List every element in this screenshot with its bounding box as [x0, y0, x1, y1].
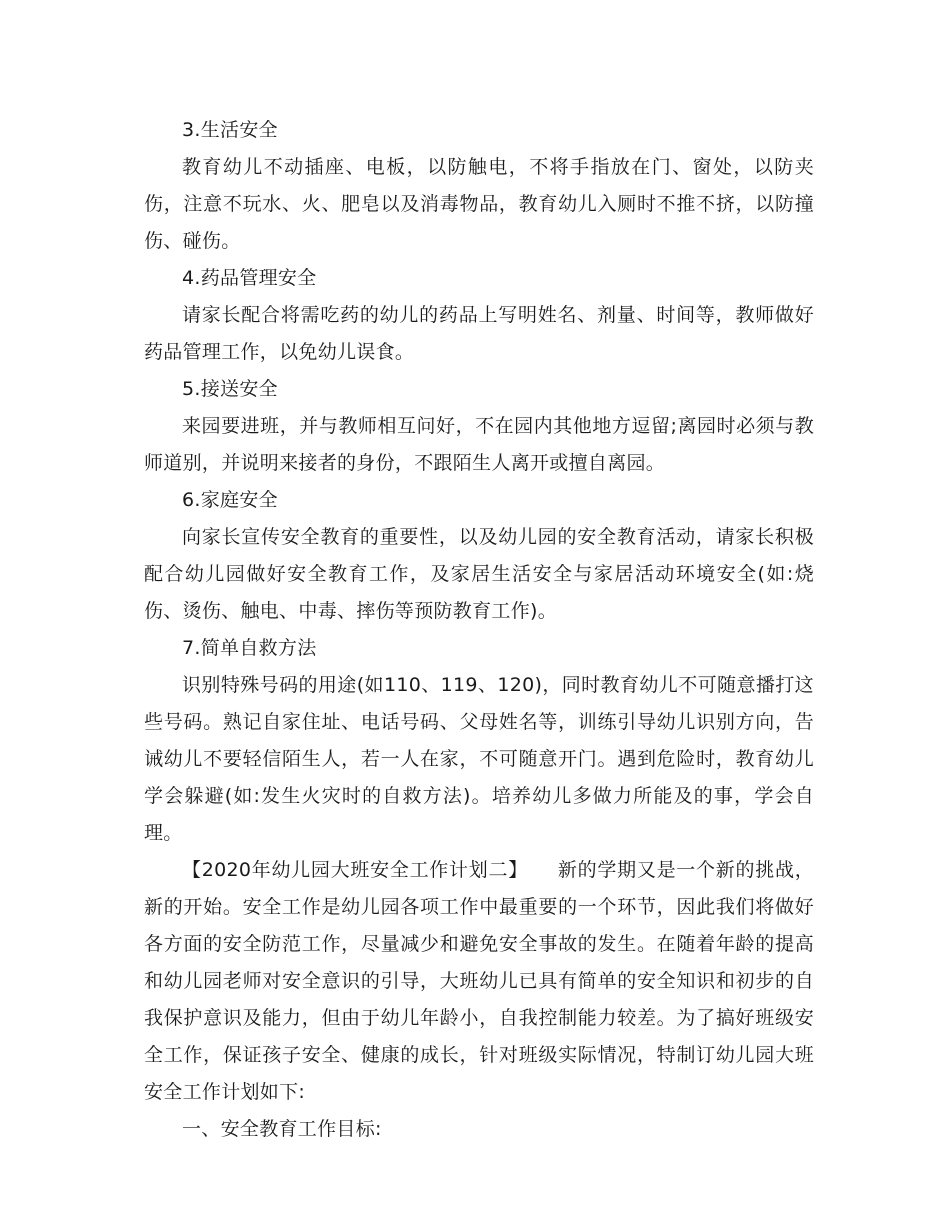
section-heading-pickup-safety: 5.接送安全 [182, 378, 278, 400]
section-body-self-rescue: 识别特殊号码的用途(如110、119、120)，同时教育幼儿不可随意播打这些号码。熟记自家住址、电话号码、父母姓名等，训练引导幼儿识别方向，告诫幼儿不要轻信陌生人，若一人在家，不可随意开门。遇到危险时，教育幼儿学会躲避(如:发生火灾时的自救方法)。培养幼儿多做力所能及的事，学会自理。 [144, 674, 814, 844]
section-heading-family-safety: 6.家庭安全 [182, 489, 278, 511]
section-body-medicine-safety: 请家长配合将需吃药的幼儿的药品上写明姓名、剂量、时间等，教师做好药品管理工作，以免幼儿误食。 [144, 304, 814, 363]
section-heading-self-rescue: 7.简单自救方法 [182, 637, 317, 659]
section-heading-life-safety: 3.生活安全 [182, 119, 278, 141]
document-body [144, 112, 814, 1148]
section-body-pickup-safety: 来园要进班，并与教师相互问好，不在园内其他地方逗留;离园时必须与教师道别，并说明来接者的身份，不跟陌生人离开或擅自离园。 [144, 415, 814, 474]
section-body-life-safety: 教育幼儿不动插座、电板，以防触电，不将手指放在门、窗处，以防夹伤，注意不玩水、火、肥皂以及消毒物品，教育幼儿入厕时不推不挤，以防撞伤、碰伤。 [144, 156, 814, 252]
goal-heading: 一、安全教育工作目标: [182, 1118, 382, 1140]
section-body-family-safety: 向家长宣传安全教育的重要性，以及幼儿园的安全教育活动，请家长积极配合幼儿园做好安全教育工作，及家居生活安全与家居活动环境安全(如:烧伤、烫伤、触电、中毒、摔伤等预防教育工作)。 [144, 526, 814, 622]
plan-two-paragraph: 【2020年幼儿园大班安全工作计划二】 新的学期又是一个新的挑战，新的开始。安全工作是幼儿园各项工作中最重要的一个环节，因此我们将做好各方面的安全防范工作，尽量减少和避免安全事故的发生。在随着年龄的提高和幼儿园老师对安全意识的引导，大班幼儿已具有简单的安全知识和初步的自我保护意识及能力，但由于幼儿年龄小，自我控制能力较差。为了搞好班级安全工作，保证孩子安全、健康的成长，针对班级实际情况，特制订幼儿园大班安全工作计划如下: [144, 859, 814, 1103]
section-heading-medicine-safety: 4.药品管理安全 [182, 267, 317, 289]
